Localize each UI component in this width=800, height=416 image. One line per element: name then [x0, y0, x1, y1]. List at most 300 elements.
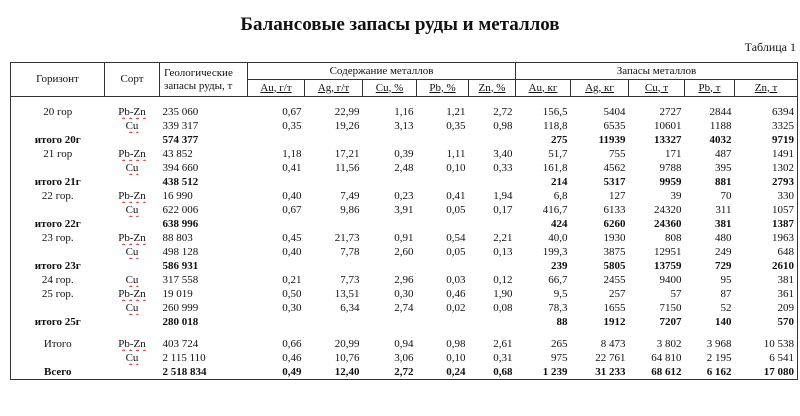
pb-reserve-cell	[685, 97, 735, 106]
pb-content-cell: 0,35	[446, 120, 466, 132]
cu-content-cell	[363, 217, 417, 231]
ag-reserve-cell: 5404	[603, 106, 626, 118]
cu-reserve-cell: 9788	[659, 162, 682, 174]
geological-reserves-cell: 638 996	[162, 218, 199, 230]
cu-reserve-cell: 57	[670, 288, 682, 300]
horizon-cell: 25 гор.	[11, 287, 105, 301]
reserves-table	[10, 62, 798, 380]
ag-content-cell: 7,73	[340, 274, 360, 286]
ore-grade-cell	[105, 365, 160, 380]
au-content-cell: 0,50	[282, 288, 302, 300]
au-reserve-cell: 424	[551, 218, 568, 230]
cu-reserve-cell: 9959	[659, 176, 682, 188]
horizon-cell	[11, 245, 105, 259]
pb-content-cell: 0,10	[446, 162, 466, 174]
pb-reserve-cell: 70	[720, 190, 732, 202]
ag-reserve-cell: 2455	[603, 274, 626, 286]
pb-content-cell: 0,46	[446, 288, 466, 300]
header-ag-gt: Ag, г/т	[305, 80, 363, 97]
zn-content-cell	[469, 133, 516, 147]
geological-reserves-cell: 498 128	[162, 246, 199, 258]
horizon-cell: 23 гор.	[11, 231, 105, 245]
au-reserve-cell: 199,3	[542, 246, 568, 258]
ag-reserve-cell: 22 761	[595, 352, 626, 364]
header-zn-pct: Zn, %	[469, 80, 516, 97]
pb-reserve-cell: 2 195	[706, 352, 732, 364]
au-content-cell	[248, 217, 305, 231]
cu-content-cell	[363, 133, 417, 147]
horizon-cell: итого 22г	[11, 217, 105, 231]
header-geological-reserves	[160, 63, 248, 97]
zn-reserve-cell: 10 538	[735, 337, 798, 351]
cu-reserve-cell	[629, 97, 685, 106]
ore-grade-cell: Cu	[125, 162, 139, 174]
au-content-cell: 0,40	[282, 190, 302, 202]
zn-reserve-cell: 17 080	[735, 365, 798, 380]
zn-content-cell	[469, 97, 516, 106]
pb-reserve-cell: 881	[715, 176, 732, 188]
header-geo-line2: запасы руды, т	[164, 79, 233, 92]
table-row	[11, 119, 798, 133]
pb-reserve-cell: 480	[715, 232, 732, 244]
horizon-cell: итого 21г	[11, 175, 105, 189]
subtotal-row	[11, 217, 798, 231]
ag-content-cell	[305, 259, 363, 273]
au-content-cell: 0,41	[282, 162, 302, 174]
cu-reserve-cell: 24360	[654, 218, 682, 230]
geological-reserves-cell: 438 512	[162, 176, 199, 188]
table-header	[11, 63, 798, 97]
au-content-cell: 0,49	[248, 365, 305, 380]
au-content-cell	[248, 133, 305, 147]
au-reserve-cell: 88	[556, 316, 568, 328]
pb-content-cell: 0,54	[446, 232, 466, 244]
geological-reserves-cell: 2 115 110	[162, 352, 206, 364]
cu-reserve-cell: 13759	[654, 260, 682, 272]
cu-content-cell: 0,39	[394, 148, 414, 160]
header-cu-pct: Cu, %	[363, 80, 417, 97]
ag-content-cell	[305, 97, 363, 106]
pb-content-cell	[417, 217, 469, 231]
table-row	[11, 147, 798, 161]
ag-reserve-cell: 1930	[603, 232, 626, 244]
zn-reserve-cell: 361	[735, 287, 798, 301]
zn-content-cell	[469, 217, 516, 231]
ag-content-cell: 7,49	[340, 190, 360, 202]
zn-content-cell: 0,12	[493, 274, 513, 286]
header-gorizont: Горизонт	[11, 63, 105, 97]
au-reserve-cell: 51,7	[548, 148, 568, 160]
pb-reserve-cell: 1188	[709, 120, 732, 132]
zn-content-cell: 1,94	[493, 190, 513, 202]
cu-reserve-cell: 64 810	[651, 352, 682, 364]
geological-reserves-cell: 2 518 834	[160, 365, 248, 380]
pb-content-cell: 0,98	[446, 338, 466, 350]
zn-reserve-cell: 1963	[735, 231, 798, 245]
au-content-cell	[248, 315, 305, 329]
zn-reserve-cell: 3325	[735, 119, 798, 133]
zn-content-cell: 0,33	[493, 162, 513, 174]
cu-reserve-cell: 10601	[654, 120, 682, 132]
zn-content-cell: 1,90	[493, 288, 513, 300]
au-reserve-cell: 975	[551, 352, 568, 364]
table-row	[11, 231, 798, 245]
zn-reserve-cell: 330	[735, 189, 798, 203]
ag-reserve-cell: 4562	[603, 162, 626, 174]
au-content-cell: 0,46	[282, 352, 302, 364]
ore-grade-cell	[105, 133, 160, 147]
au-content-cell: 0,35	[282, 120, 302, 132]
pb-content-cell: 0,02	[446, 302, 466, 314]
subtotal-row	[11, 315, 798, 329]
cu-content-cell	[363, 315, 417, 329]
zn-content-cell: 0,31	[493, 352, 513, 364]
ag-content-cell	[305, 217, 363, 231]
horizon-cell: 21 гор	[11, 147, 105, 161]
ag-reserve-cell: 755	[609, 148, 626, 160]
ore-grade-cell	[105, 97, 160, 106]
pb-reserve-cell: 140	[715, 316, 732, 328]
au-reserve-cell	[516, 97, 571, 106]
geological-reserves-cell: 574 377	[162, 134, 199, 146]
zn-content-cell	[469, 259, 516, 273]
ag-content-cell: 21,73	[334, 232, 360, 244]
au-reserve-cell: 78,3	[548, 302, 568, 314]
ag-content-cell: 11,56	[335, 162, 360, 174]
subtotal-row	[11, 259, 798, 273]
subtotal-row	[11, 133, 798, 147]
zn-reserve-cell: 1387	[735, 217, 798, 231]
ore-grade-cell	[105, 329, 160, 337]
au-content-cell: 0,30	[282, 302, 302, 314]
ag-content-cell: 12,40	[305, 365, 363, 380]
table-body	[11, 97, 798, 380]
ore-grade-cell	[105, 315, 160, 329]
zn-reserve-cell: 648	[735, 245, 798, 259]
pb-reserve-cell: 381	[715, 218, 732, 230]
zn-content-cell: 0,08	[493, 302, 513, 314]
pb-content-cell: 0,05	[446, 204, 466, 216]
header-pb-t: Pb, т	[685, 80, 735, 97]
geological-reserves-cell: 16 990	[162, 190, 193, 202]
ore-grade-cell: Cu	[125, 302, 139, 314]
geological-reserves-cell: 260 999	[162, 302, 199, 314]
ag-reserve-cell: 11939	[598, 134, 626, 146]
horizon-cell	[11, 97, 105, 106]
au-reserve-cell: 214	[551, 176, 568, 188]
ore-grade-cell: Cu	[125, 120, 139, 132]
pb-reserve-cell: 729	[715, 260, 732, 272]
header-metal-reserves: Запасы металлов	[516, 63, 798, 80]
table-row	[11, 203, 798, 217]
cu-reserve-cell: 13327	[654, 134, 682, 146]
pb-reserve-cell: 52	[720, 302, 732, 314]
zn-reserve-cell: 1302	[735, 161, 798, 175]
cu-reserve-cell: 12951	[654, 246, 682, 258]
header-pb-pct: Pb, %	[417, 80, 469, 97]
au-content-cell: 1,18	[282, 148, 302, 160]
zn-content-cell	[469, 315, 516, 329]
horizon-cell	[11, 329, 105, 337]
table-row	[11, 189, 798, 203]
zn-reserve-cell: 1491	[735, 147, 798, 161]
zn-reserve-cell: 6 541	[735, 351, 798, 365]
cu-content-cell: 2,60	[394, 246, 414, 258]
horizon-cell: итого 25г	[11, 315, 105, 329]
header-cu-t: Cu, т	[629, 80, 685, 97]
ag-content-cell: 22,99	[334, 106, 360, 118]
cu-content-cell: 0,30	[394, 288, 414, 300]
table-row	[11, 301, 798, 315]
pb-reserve-cell: 249	[715, 246, 732, 258]
ag-reserve-cell: 6260	[603, 218, 626, 230]
zn-content-cell: 2,72	[493, 106, 513, 118]
header-metal-content: Содержание металлов	[248, 63, 516, 80]
au-reserve-cell: 265	[551, 338, 568, 350]
au-content-cell: 0,67	[282, 204, 302, 216]
au-reserve-cell: 156,5	[542, 106, 568, 118]
pb-content-cell: 0,41	[446, 190, 466, 202]
cu-reserve-cell: 171	[665, 148, 682, 160]
au-reserve-cell: 9,5	[553, 288, 568, 300]
horizon-cell: Всего	[11, 365, 105, 380]
zn-content-cell: 2,21	[493, 232, 513, 244]
zn-reserve-cell: 2610	[735, 259, 798, 273]
ore-grade-cell: Cu	[125, 204, 139, 216]
cu-reserve-cell: 3 802	[656, 338, 682, 350]
cu-content-cell: 2,96	[394, 274, 414, 286]
au-reserve-cell: 118,8	[543, 120, 568, 132]
ore-grade-cell: Pb-Zn	[118, 232, 146, 244]
zn-reserve-cell: 1057	[735, 203, 798, 217]
pb-reserve-cell: 395	[715, 162, 732, 174]
geological-reserves-cell: 317 558	[162, 274, 199, 286]
pb-content-cell	[417, 329, 469, 337]
horizon-cell: 24 гор.	[11, 273, 105, 287]
pb-content-cell	[417, 97, 469, 106]
geological-reserves-cell: 43 852	[162, 148, 193, 160]
ag-reserve-cell	[571, 329, 629, 337]
cu-reserve-cell: 7150	[659, 302, 682, 314]
pb-reserve-cell: 311	[715, 204, 732, 216]
geological-reserves-cell	[160, 97, 248, 106]
table-row	[11, 287, 798, 301]
cu-reserve-cell: 68 612	[629, 365, 685, 380]
ag-content-cell: 10,76	[334, 352, 360, 364]
cu-content-cell	[363, 175, 417, 189]
ore-grade-cell: Pb-Zn	[118, 190, 146, 202]
cu-content-cell: 0,91	[394, 232, 414, 244]
au-reserve-cell: 1 239	[516, 365, 571, 380]
geological-reserves-cell: 88 803	[162, 232, 193, 244]
au-reserve-cell: 40,0	[548, 232, 568, 244]
ag-reserve-cell: 31 233	[571, 365, 629, 380]
ag-reserve-cell: 6535	[603, 120, 626, 132]
ore-grade-cell: Pb-Zn	[118, 288, 146, 300]
pb-content-cell: 0,10	[446, 352, 466, 364]
au-content-cell	[248, 175, 305, 189]
zn-content-cell: 0,68	[469, 365, 516, 380]
au-content-cell: 0,21	[282, 274, 302, 286]
ag-content-cell	[305, 175, 363, 189]
zn-reserve-cell: 381	[735, 273, 798, 287]
horizon-cell: Итого	[11, 337, 105, 351]
zn-content-cell: 2,61	[493, 338, 513, 350]
geological-reserves-cell	[160, 329, 248, 337]
table-row	[11, 245, 798, 259]
ag-content-cell: 19,26	[334, 120, 360, 132]
header-sort: Сорт	[105, 63, 160, 97]
geological-reserves-cell: 235 060	[162, 106, 199, 118]
zn-content-cell: 0,98	[493, 120, 513, 132]
cu-content-cell: 2,72	[363, 365, 417, 380]
table-row	[11, 351, 798, 365]
zn-content-cell	[469, 175, 516, 189]
pb-content-cell	[417, 259, 469, 273]
cu-reserve-cell: 24320	[654, 204, 682, 216]
table-number-label: Таблица 1	[744, 40, 796, 54]
cu-content-cell	[363, 97, 417, 106]
geological-reserves-cell: 403 724	[162, 338, 199, 350]
horizon-cell	[11, 351, 105, 365]
au-content-cell	[248, 329, 305, 337]
ag-reserve-cell: 1655	[603, 302, 626, 314]
horizon-cell: итого 23г	[11, 259, 105, 273]
pb-content-cell: 1,11	[446, 148, 466, 160]
au-content-cell	[248, 259, 305, 273]
pb-reserve-cell: 487	[715, 148, 732, 160]
cu-reserve-cell: 808	[665, 232, 682, 244]
cu-reserve-cell: 2727	[659, 106, 682, 118]
au-reserve-cell: 6,8	[553, 190, 568, 202]
cu-reserve-cell: 39	[670, 190, 682, 202]
table-row	[11, 273, 798, 287]
cu-content-cell	[363, 329, 417, 337]
pb-reserve-cell: 3 968	[706, 338, 732, 350]
au-content-cell: 0,66	[282, 338, 302, 350]
pb-reserve-cell: 95	[720, 274, 732, 286]
table-row	[11, 105, 798, 119]
geological-reserves-cell: 19 019	[162, 288, 193, 300]
ag-content-cell: 13,51	[334, 288, 360, 300]
grand-total-row	[11, 365, 798, 380]
ag-content-cell	[305, 133, 363, 147]
ag-content-cell	[305, 315, 363, 329]
geological-reserves-cell: 339 317	[162, 120, 199, 132]
header-zn-t: Zn, т	[735, 80, 798, 97]
au-reserve-cell: 66,7	[548, 274, 568, 286]
pb-content-cell: 0,03	[446, 274, 466, 286]
cu-content-cell: 3,13	[394, 120, 414, 132]
cu-reserve-cell: 7207	[659, 316, 682, 328]
pb-reserve-cell: 4032	[709, 134, 732, 146]
au-reserve-cell: 239	[551, 260, 568, 272]
zn-reserve-cell: 6394	[735, 105, 798, 119]
ag-reserve-cell: 5805	[603, 260, 626, 272]
au-reserve-cell: 416,7	[542, 204, 568, 216]
au-reserve-cell: 275	[551, 134, 568, 146]
cu-content-cell: 3,91	[394, 204, 414, 216]
ag-content-cell: 9,86	[340, 204, 360, 216]
ore-grade-cell	[105, 259, 160, 273]
au-content-cell: 0,45	[282, 232, 302, 244]
geological-reserves-cell: 280 018	[162, 316, 199, 328]
horizon-cell	[11, 301, 105, 315]
au-content-cell	[248, 97, 305, 106]
pb-reserve-cell: 87	[720, 288, 732, 300]
cu-content-cell: 2,74	[394, 302, 414, 314]
ag-reserve-cell	[571, 97, 629, 106]
pb-reserve-cell: 6 162	[685, 365, 735, 380]
pb-content-cell	[417, 175, 469, 189]
cu-reserve-cell	[629, 329, 685, 337]
au-reserve-cell	[516, 329, 571, 337]
ag-reserve-cell: 5317	[603, 176, 626, 188]
cu-content-cell: 0,94	[394, 338, 414, 350]
geological-reserves-cell: 394 660	[162, 162, 199, 174]
au-content-cell: 0,40	[282, 246, 302, 258]
ag-reserve-cell: 1912	[603, 316, 626, 328]
spacer-row	[11, 97, 798, 106]
ore-grade-cell: Pb-Zn	[118, 148, 146, 160]
zn-reserve-cell: 9719	[735, 133, 798, 147]
zn-reserve-cell: 209	[735, 301, 798, 315]
table-row	[11, 337, 798, 351]
ag-content-cell: 17,21	[334, 148, 360, 160]
zn-content-cell: 0,13	[493, 246, 513, 258]
header-au-gt: Au, г/т	[248, 80, 305, 97]
ore-grade-cell: Pb-Zn	[118, 338, 146, 350]
pb-content-cell	[417, 133, 469, 147]
ore-grade-cell: Pb-Zn	[118, 106, 146, 118]
horizon-cell: итого 20г	[11, 133, 105, 147]
spacer-row	[11, 329, 798, 337]
ore-grade-cell: Cu	[125, 352, 139, 364]
pb-content-cell: 0,24	[417, 365, 469, 380]
pb-reserve-cell: 2844	[709, 106, 732, 118]
horizon-cell	[11, 203, 105, 217]
header-ag-kg: Ag, кг	[571, 80, 629, 97]
subtotal-row	[11, 175, 798, 189]
cu-content-cell: 3,06	[394, 352, 414, 364]
ag-reserve-cell: 257	[609, 288, 626, 300]
pb-content-cell: 0,05	[446, 246, 466, 258]
ag-reserve-cell: 6133	[603, 204, 626, 216]
table-row	[11, 161, 798, 175]
header-au-kg: Au, кг	[516, 80, 571, 97]
geological-reserves-cell: 622 006	[162, 204, 199, 216]
pb-reserve-cell	[685, 329, 735, 337]
cu-content-cell	[363, 259, 417, 273]
horizon-cell	[11, 119, 105, 133]
zn-reserve-cell	[735, 97, 798, 106]
horizon-cell: 20 гор	[11, 105, 105, 119]
ore-grade-cell	[105, 217, 160, 231]
ore-grade-cell	[105, 175, 160, 189]
header-geo-line1: Геологические	[164, 66, 233, 79]
horizon-cell: 22 гор.	[11, 189, 105, 203]
ag-reserve-cell: 8 473	[600, 338, 626, 350]
zn-content-cell: 0,17	[493, 204, 513, 216]
ore-grade-cell: Cu	[125, 246, 139, 258]
zn-reserve-cell: 570	[735, 315, 798, 329]
ag-content-cell	[305, 329, 363, 337]
ore-grade-cell: Cu	[125, 274, 139, 286]
page-title: Балансовые запасы руды и металлов	[240, 14, 560, 35]
pb-content-cell	[417, 315, 469, 329]
cu-reserve-cell: 9400	[659, 274, 682, 286]
pb-content-cell: 1,21	[446, 106, 466, 118]
